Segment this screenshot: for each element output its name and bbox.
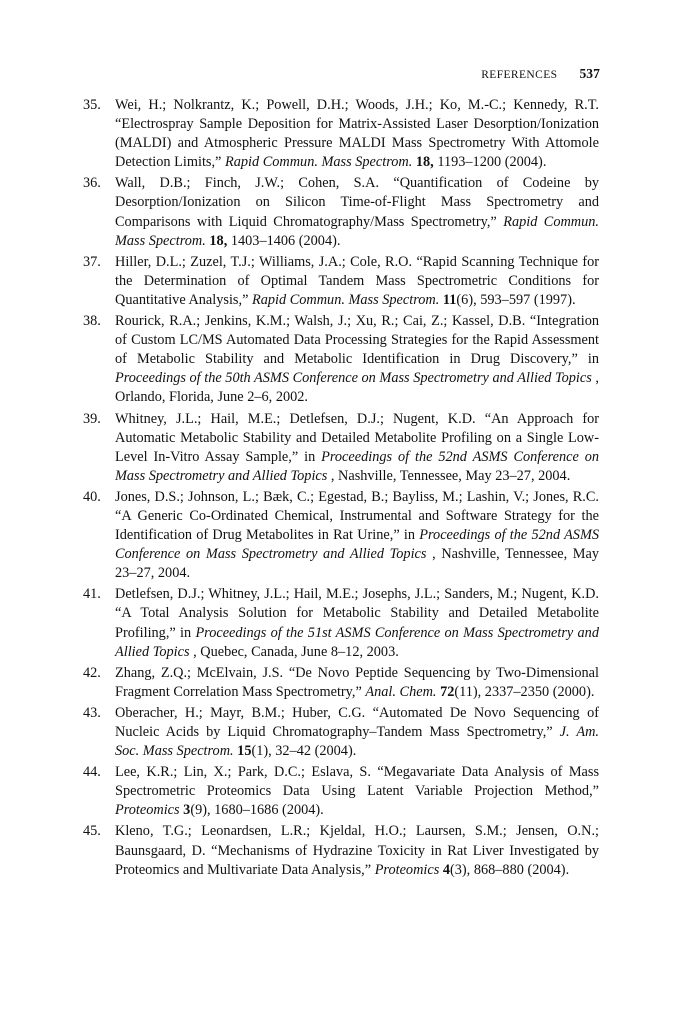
reference-entry — [0, 312, 599, 407]
running-header — [76, 66, 600, 83]
reference-venue: Rapid Commun. Mass Spectrom. — [252, 291, 440, 308]
reference-number: 38. — [83, 313, 101, 330]
reference-pages: , Orlando, Florida, June 2–6, 2002. — [115, 370, 599, 406]
reference-entry — [0, 96, 599, 172]
reference-entry — [0, 410, 599, 486]
reference-authors: Wei, H.; Nolkrantz, K.; Powell, D.H.; Woods, J.H.; Ko, M.-C.; Kennedy, R.T. — [115, 97, 599, 113]
reference-number: 39. — [83, 410, 101, 427]
reference-title: “Automated De Novo Sequencing of Nucleic Acids by Liquid Chromatography–Tandem Mass Spectrometry,” — [115, 704, 599, 740]
reference-venue: Proceedings of the 50th ASMS Conference on Mass Spectrometry and Allied Topics — [115, 370, 592, 387]
reference-pages: , Quebec, Canada, June 8–12, 2003. — [193, 643, 399, 660]
reference-volume: 4 — [442, 861, 451, 878]
reference-number: 45. — [83, 823, 101, 840]
reference-pages: (9), 1680–1686 (2004). — [190, 802, 324, 819]
reference-venue: Proceedings of the 52nd ASMS Conference on Mass Spectrometry and Allied Topics — [115, 448, 600, 484]
reference-authors: Rourick, R.A.; Jenkins, K.M.; Walsh, J.; Xu, R.; Cai, Z.; Kassel, D.B. — [115, 313, 526, 330]
reference-pages: 1403–1406 (2004). — [230, 232, 341, 249]
reference-authors: Zhang, Z.Q.; McElvain, J.S. — [115, 664, 284, 681]
reference-pages: 1193–1200 (2004). — [437, 154, 547, 171]
reference-authors: Lee, K.R.; Lin, X.; Park, D.C.; Eslava, S. — [115, 764, 371, 781]
reference-entry — [0, 763, 599, 820]
reference-title: “A Generic Co-Ordinated Chemical, Instrumental and Software Strategy for the Identification of Drug Metabolites in Rat Urine,” in — [115, 507, 599, 544]
reference-entry — [0, 253, 599, 310]
reference-venue: Proceedings of the 52nd ASMS Conference on Mass Spectrometry and Allied Topics — [115, 527, 600, 563]
reference-number: 40. — [83, 488, 101, 505]
reference-volume: 15 — [237, 743, 252, 760]
reference-number: 37. — [83, 253, 101, 270]
reference-volume: 18, — [209, 232, 228, 249]
reference-venue: Rapid Commun. Mass Spectrom. — [115, 213, 600, 249]
reference-volume: 72 — [440, 683, 455, 700]
reference-pages: (3), 868–880 (2004). — [450, 861, 570, 878]
reference-entry — [0, 704, 599, 761]
reference-authors: Jones, D.S.; Johnson, L.; Bæk, C.; Egestad, B.; Bayliss, M.; Lashin, V.; Jones, R.C. — [115, 488, 599, 505]
reference-title: “Quantification of Codeine by Desorption/Ionization on Silicon Time-of-Flight Mass Spectrometry and Comparisons with Liquid Chromatography/Mass Spectrometry,” — [115, 175, 600, 230]
reference-venue: Rapid Commun. Mass Spectrom. — [224, 154, 413, 171]
reference-number: 41. — [83, 586, 101, 603]
reference-entry — [0, 822, 599, 879]
reference-title: “De Novo Peptide Sequencing by Two-Dimensional Fragment Correlation Mass Spectrometry,” — [115, 664, 599, 700]
reference-venue: Anal. Chem. — [365, 683, 437, 700]
reference-entry — [0, 664, 599, 702]
reference-venue: Proceedings of the 51st ASMS Conference on Mass Spectrometry and Allied Topics — [115, 624, 599, 660]
reference-authors: Wall, D.B.; Finch, J.W.; Cohen, S.A. — [115, 175, 380, 192]
reference-title: “Mechanisms of Hydrazine Toxicity in Rat Liver Investigated by Proteomics and Multivariate Data Analysis,” — [115, 842, 599, 878]
page-number: 537 — [579, 66, 600, 81]
reference-venue: Proteomics — [115, 802, 180, 819]
reference-entry — [0, 585, 599, 661]
reference-number: 35. — [83, 97, 101, 113]
reference-title: “Integration of Custom LC/MS Automated Data Processing Strategies for the Rapid Assessment of Metabolic Stability and Metabolic Identification in Drug Discovery,” in — [115, 313, 599, 368]
reference-pages: (6), 593–597 (1997). — [456, 291, 576, 308]
reference-title: “Rapid Scanning Technique for the Determination of Optimal Tandem Mass Spectrometric Conditions for Quantitative Analysis,” — [115, 253, 600, 308]
reference-volume: 18, — [415, 154, 434, 171]
reference-entry — [0, 488, 599, 583]
reference-entry — [0, 174, 599, 250]
reference-authors: Hiller, D.L.; Zuzel, T.J.; Williams, J.A.; Cole, R.O. — [115, 253, 413, 270]
reference-authors: Kleno, T.G.; Leonardsen, L.R.; Kjeldal, H.O.; Laursen, S.M.; Jensen, O.N.; Baunsgaard, D. — [115, 823, 599, 859]
reference-volume: 11 — [442, 291, 457, 308]
reference-title: “Electrospray Sample Deposition for Matrix-Assisted Laser Desorption/Ionization (MALDI) and Atmospheric Pressure MALDI Mass Spectrometry With Attomole Detection Limits,” — [115, 116, 599, 171]
reference-pages: (1), 32–42 (2004). — [251, 743, 357, 760]
reference-pages: , Nashville, Tennessee, May 23–27, 2004. — [115, 546, 600, 582]
reference-title: “Megavariate Data Analysis of Mass Spectrometric Proteomics Data Using Latent Variable Projection Method,” — [115, 764, 600, 800]
reference-title: “An Approach for Automatic Metabolic Stability and Detailed Metabolite Profiling on a Single Low-Level In-Vitro Assay Sample,” in — [115, 410, 599, 465]
reference-pages: (11), 2337–2350 (2000). — [454, 683, 595, 700]
reference-number: 43. — [83, 704, 101, 721]
reference-volume: 3 — [183, 802, 191, 819]
reference-venue: Proteomics — [374, 861, 440, 878]
reference-title: “A Total Analysis Solution for Metabolic Stability and Detailed Metabolite Profiling,” in — [115, 605, 599, 641]
reference-list — [0, 96, 678, 882]
reference-venue: J. Am. Soc. Mass Spectrom. — [115, 724, 599, 760]
reference-authors: Detlefsen, D.J.; Whitney, J.L.; Hail, M.E.; Josephs, J.L.; Sanders, M.; Nugent, K.D. — [115, 586, 599, 603]
reference-number: 36. — [83, 175, 101, 192]
header-title: REFERENCES — [481, 69, 558, 81]
reference-authors: Oberacher, H.; Mayr, B.M.; Huber, C.G. — [115, 704, 366, 721]
reference-number: 42. — [83, 664, 101, 681]
reference-pages: , Nashville, Tennessee, May 23–27, 2004. — [330, 467, 571, 484]
reference-number: 44. — [83, 764, 101, 781]
reference-authors: Whitney, J.L.; Hail, M.E.; Detlefsen, D.J.; Nugent, K.D. — [115, 410, 476, 427]
